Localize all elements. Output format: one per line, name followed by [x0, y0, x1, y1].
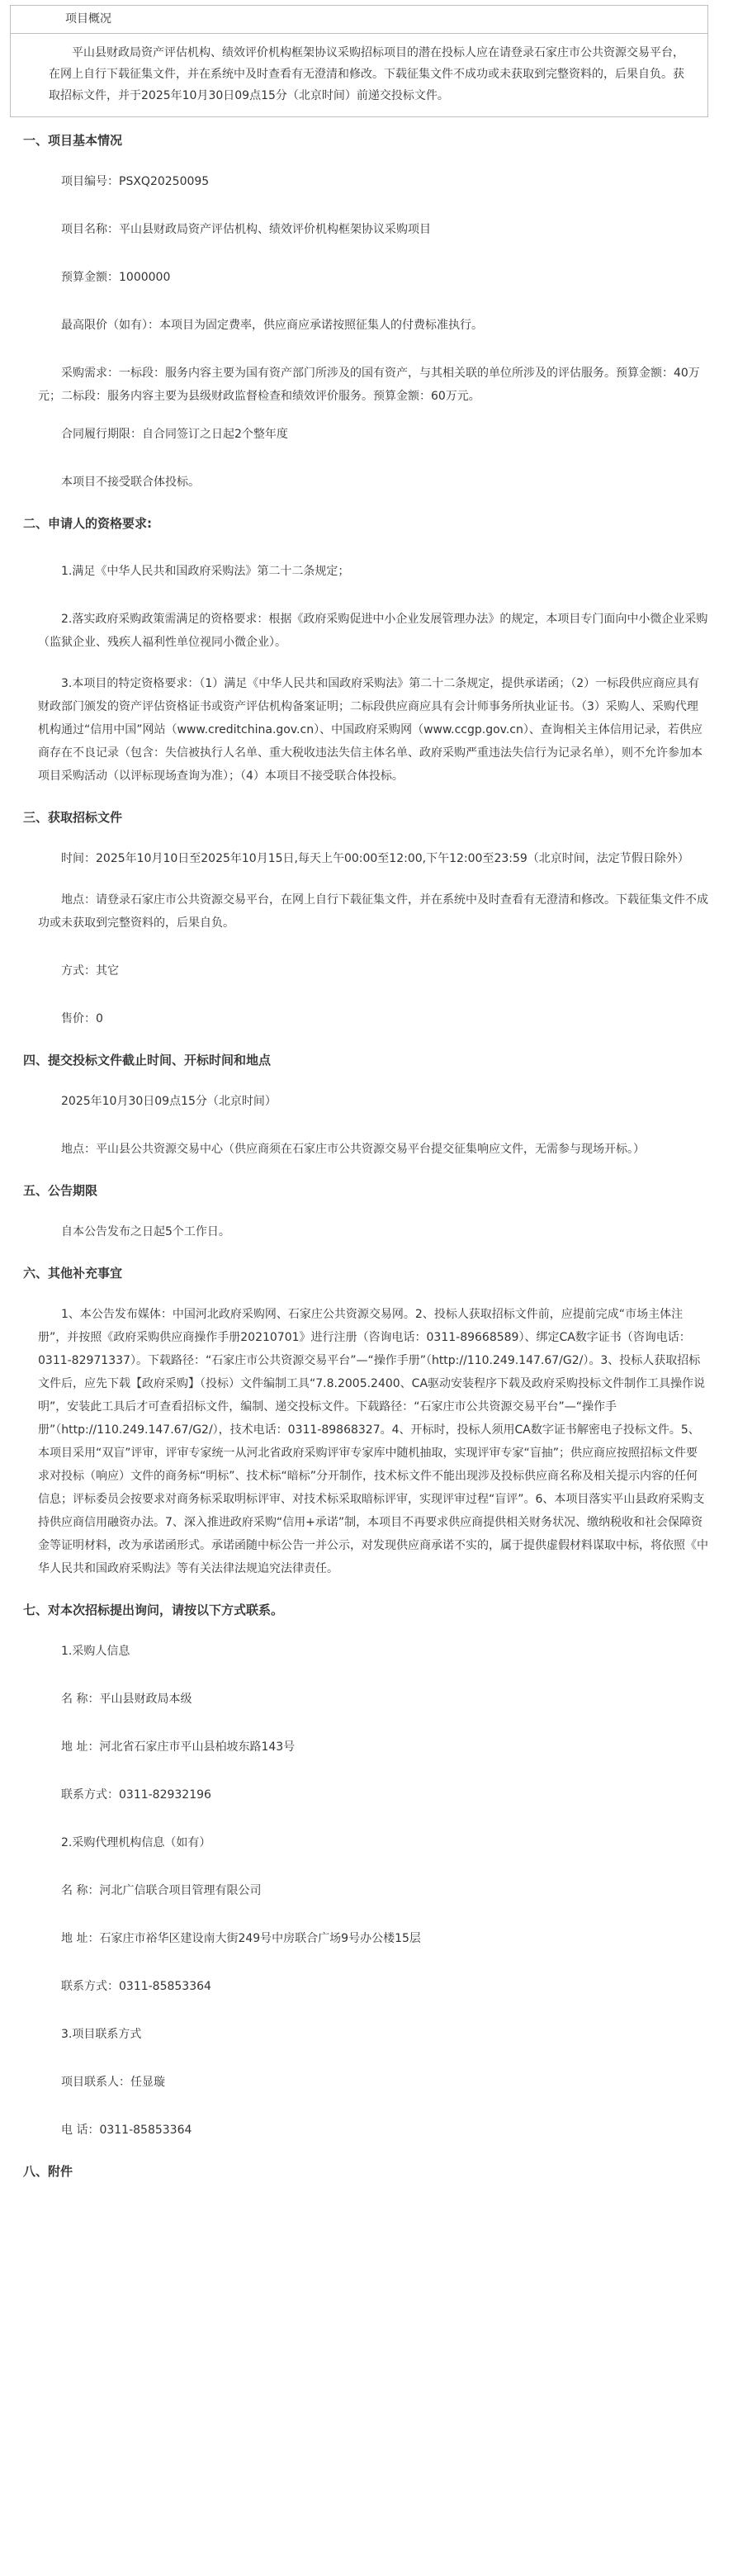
obtain-time: 时间：2025年10月10日至2025年10月15日,每天上午00:00至12:00,下午12:00至23:59（北京时间，法定节假日除外） [61, 852, 689, 865]
purchaser-contact: 联系方式：0311-82932196 [61, 1788, 211, 1802]
section-deadline-title: 四、提交投标文件截止时间、开标时间和地点 [23, 1053, 272, 1068]
obtain-price: 售价：0 [61, 1012, 103, 1025]
no-consortium: 本项目不接受联合体投标。 [61, 476, 200, 489]
deadline-location: 地点：平山县公共资源交易中心（供应商须在石家庄市公共资源交易平台提交征集响应文件，无需参与现场开标。） [61, 1143, 645, 1156]
budget-amount: 预算金额：1000000 [61, 271, 171, 284]
section-supplementary-title: 六、其他补充事宜 [23, 1266, 123, 1281]
project-contact-phone: 电 话：0311-85853364 [61, 2124, 192, 2137]
purchaser-address: 地 址：河北省石家庄市平山县柏坡东路143号 [61, 1740, 296, 1754]
max-price: 最高限价（如有）：本项目为固定费率，供应商应承诺按照征集人的付费标准执行。 [61, 319, 483, 332]
project-contact-heading: 3.项目联系方式 [61, 2028, 142, 2041]
announcement-content [0, 117, 738, 2183]
obtain-location: 地点：请登录石家庄市公共资源交易平台，在网上自行下载征集文件，并在系统中及时查看有无澄清和修改。下载征集文件不成功或未获取到完整资料的，后果自负。 [38, 893, 708, 930]
purchaser-name: 名 称：平山县财政局本级 [61, 1693, 192, 1706]
section-basic-info-title: 一、项目基本情况 [23, 133, 123, 148]
purchaser-info-heading: 1.采购人信息 [61, 1645, 130, 1658]
contract-period: 合同履行期限：自合同签订之日起2个整年度 [61, 428, 288, 441]
agency-address: 地 址：石家庄市裕华区建设南大街249号中房联合广场9号办公楼15层 [61, 1932, 421, 1945]
project-name: 项目名称：平山县财政局资产评估机构、绩效评价机构框架协议采购项目 [61, 223, 431, 236]
qualification-1: 1.满足《中华人民共和国政府采购法》第二十二条规定； [61, 565, 350, 578]
section-contact-title: 七、对本次招标提出询问，请按以下方式联系。 [23, 1603, 284, 1617]
qualification-3: 3.本项目的特定资格要求：（1）满足《中华人民共和国政府采购法》第二十二条规定，提供承诺函；（2）一标段供应商应具有财政部门颁发的资产评估资格证书或资产评估机构备案证明；二标段供应商应具有会计师事务所执业证书。（3）采购人、采购代理机构通过“信用中国”网站（www.creditchina.gov.cn）、中国政府采购网（www.ccgp.gov.cn）、查询相关主体信用记录，若供应商存在不良记录（包含：失信被执行人名单、重大税收违法失信主体名单、政府采购严重违法失信行为记录名单），则不允许参加本项目采购活动（以评标现场查询为准）；（4）本项目不接受联合体投标。 [38, 677, 703, 783]
agency-name: 名 称：河北广信联合项目管理有限公司 [61, 1884, 262, 1897]
overview-text: 平山县财政局资产评估机构、绩效评价机构框架协议采购招标项目的潜在投标人应在请登录石家庄市公共资源交易平台，在网上自行下载征集文件，并在系统中及时查看有无澄清和修改。下载征集文件不成功或未获取到完整资料的，后果自负。获取招标文件，并于2025年10月30日09点15分（北京时间）前递交投标文件。 [49, 46, 684, 102]
project-number: 项目编号：PSXQ20250095 [61, 175, 210, 188]
procurement-demand: 采购需求：一标段：服务内容主要为国有资产部门所涉及的国有资产，与其相关联的单位所涉及的评估服务。预算金额：40万元；二标段：服务内容主要为县级财政监督检查和绩效评价服务。预算金额：60万元。 [38, 367, 700, 403]
project-contact-person: 项目联系人：任显璇 [61, 2076, 165, 2089]
section-obtain-docs-title: 三、获取招标文件 [23, 810, 123, 825]
qualification-2: 2.落实政府采购政策需满足的资格要求：根据《政府采购促进中小企业发展管理办法》的规定，本项目专门面向中小微企业采购（监狱企业、残疾人福利性单位视同小微企业）。 [38, 613, 708, 649]
agency-info-heading: 2.采购代理机构信息（如有） [61, 1836, 211, 1849]
supplementary-text: 1、本公告发布媒体：中国河北政府采购网、石家庄公共资源交易网。2、投标人获取招标文件前，应提前完成“市场主体注册”，并按照《政府采购供应商操作手册20210701》进行注册（咨询电话：0311-89668589）、绑定CA数字证书（咨询电话：0311-82971337）。下载路径：“石家庄市公共资源交易平台”—“操作手册”（http://110.249.147.67/G2/）。3、投标人获取招标文件后，应先下载【政府采购】（投标）文件编制工具“7.8.2005.2400、CA驱动安装程序下载及政府采购投标文件制作工具操作说明”，安装此工具后才可查看招标文件，编制、递交投标文件。下载路径：“石家庄市公共资源交易平台”—“操作手册”（http://110.249.147.67/G2/），技术电话：0311-89868327。4、开标时，投标人须用CA数字证书解密电子投标文件。5、本项目采用“双盲”评审，评审专家统一从河北省政府采购评审专家库中随机抽取，实现评审专家“盲抽”；供应商应按照招标文件要求对投标（响应）文件的商务标“明标”、技术标“暗标”分开制作，技术标文件不能出现涉及投标供应商名称及相关提示内容的任何信息；评标委员会按要求对商务标采取明标评审、对技术标采取暗标评审，实现评审过程“盲评”。6、本项目落实平山县政府采购支持供应商信用融资办法。7、深入推进政府采购“信用+承诺”制，本项目不再要求供应商提供相关财务状况、缴纳税收和社会保障资金等证明材料，改为承诺函形式。承诺函随中标公告一并公示，对发现供应商承诺不实的，属于提供虚假材料谋取中标，将依照《中华人民共和国政府采购法》等有关法律法规追究法律责任。 [38, 1308, 708, 1575]
section-notice-period-title: 五、公告期限 [23, 1183, 98, 1198]
obtain-method: 方式：其它 [61, 964, 119, 978]
project-overview-box [10, 5, 708, 117]
agency-contact: 联系方式：0311-85853364 [61, 1980, 211, 1993]
section-qualification-title: 二、申请人的资格要求: [23, 516, 152, 531]
section-attachments-title: 八、附件 [23, 2164, 73, 2179]
overview-title: 项目概况 [11, 6, 707, 34]
notice-period: 自本公告发布之日起5个工作日。 [61, 1225, 230, 1238]
announcement-page [0, 5, 738, 2183]
deadline-time: 2025年10月30日09点15分（北京时间） [61, 1095, 277, 1108]
